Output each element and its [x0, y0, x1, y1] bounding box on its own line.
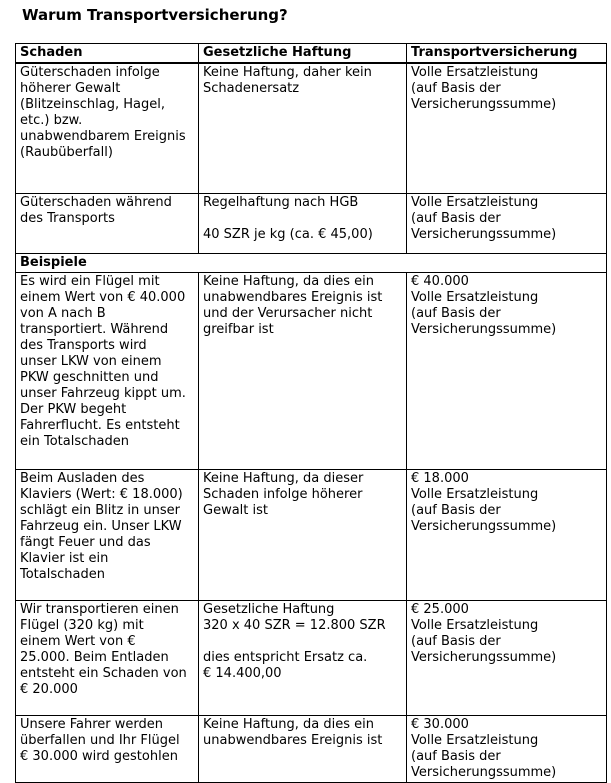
example-row [16, 469, 607, 600]
cell-text: (Blitzeinschlag, Hagel, [20, 97, 165, 112]
cell-text: Güterschaden infolge [20, 65, 160, 80]
cell-text: Versicherungssumme) [411, 649, 557, 665]
cell-transportversicherung [407, 193, 607, 253]
cell-text: Versicherungssumme) [411, 321, 557, 337]
cell-text: des Transports wird [20, 337, 147, 353]
table-row [16, 63, 607, 193]
cell-text: (Raubüberfall) [20, 145, 113, 160]
cell-text: höherer Gewalt [20, 81, 121, 96]
cell-text: Wir transportieren einen [20, 601, 179, 617]
cell-text: unser Fahrzeug kippt um. [20, 385, 186, 401]
cell-text: Gesetzliche Haftung [203, 601, 335, 617]
cell-text: fängt Feuer und das [20, 534, 151, 550]
comparison-table [15, 43, 607, 783]
cell-transportversicherung [407, 715, 607, 782]
section-row-beispiele [16, 253, 607, 272]
cell-text: Volle Ersatzleistung [411, 486, 539, 502]
cell-gesetzliche-haftung [199, 469, 407, 600]
table-body [16, 63, 607, 782]
cell-text: Keine Haftung, daher kein [203, 65, 372, 80]
cell-schaden [16, 63, 199, 193]
cell-text: Flügel (320 kg) mit [20, 617, 144, 633]
cell-text: unabwendbarem Ereignis [20, 129, 186, 144]
section-label: Beispiele [16, 253, 607, 272]
cell-transportversicherung [407, 469, 607, 600]
cell-schaden [16, 469, 199, 600]
cell-text: des Transports [20, 210, 115, 226]
cell-text: entsteht ein Schaden von [20, 665, 187, 681]
cell-text: € 30.000 wird gestohlen [20, 748, 178, 764]
cell-text: Unsere Fahrer werden [20, 716, 163, 732]
cell-text: Volle Ersatzleistung [411, 65, 539, 80]
cell-text: Güterschaden während [20, 194, 172, 210]
cell-text: € 18.000 [411, 470, 469, 486]
cell-text: Versicherungssumme) [411, 518, 557, 534]
cell-text: Klavier ist ein [20, 550, 109, 566]
cell-text: Klaviers (Wert: € 18.000) [20, 486, 183, 502]
cell-text: Volle Ersatzleistung [411, 194, 539, 210]
cell-text: 320 x 40 SZR = 12.800 SZR [203, 617, 386, 633]
cell-text: Totalschaden [20, 566, 105, 582]
cell-text: PKW geschnitten und [20, 369, 159, 385]
cell-text: Der PKW begeht [20, 401, 127, 417]
cell-text: 25.000. Beim Entladen [20, 649, 169, 665]
cell-text: greifbar ist [203, 321, 274, 337]
page-title: Warum Transportversicherung? [22, 6, 288, 24]
blank-line [203, 211, 402, 227]
cell-text: € 14.400,00 [203, 665, 282, 681]
cell-text: (auf Basis der [411, 748, 501, 764]
header-transportversicherung: Transportversicherung [407, 44, 607, 64]
cell-text: von A nach B [20, 305, 106, 321]
cell-text: Volle Ersatzleistung [411, 289, 539, 305]
cell-text: (auf Basis der [411, 502, 501, 518]
cell-text: ein Totalschaden [20, 433, 129, 449]
cell-text: € 40.000 [411, 273, 469, 289]
cell-text: Versicherungssumme) [411, 226, 557, 242]
cell-text: Regelhaftung nach HGB [203, 194, 359, 210]
cell-text: und der Verursacher nicht [203, 305, 373, 321]
cell-text: Versicherungssumme) [411, 97, 557, 112]
cell-text: etc.) bzw. [20, 113, 83, 128]
cell-transportversicherung [407, 63, 607, 193]
cell-schaden [16, 272, 199, 469]
cell-text: dies entspricht Ersatz ca. [203, 649, 368, 665]
cell-text: Schadenersatz [203, 81, 300, 96]
cell-text: (auf Basis der [411, 633, 501, 649]
cell-schaden [16, 193, 199, 253]
cell-text: transportiert. Während [20, 321, 169, 337]
example-row [16, 272, 607, 469]
cell-gesetzliche-haftung [199, 600, 407, 715]
cell-text: Fahrerflucht. Es entsteht [20, 417, 180, 433]
table-row [16, 193, 607, 253]
cell-text: Keine Haftung, da dies ein [203, 716, 375, 732]
cell-text: Versicherungssumme) [411, 764, 557, 780]
header-schaden: Schaden [16, 44, 199, 64]
cell-text: Keine Haftung, da dieser [203, 470, 364, 486]
cell-text: (auf Basis der [411, 81, 501, 96]
cell-text: Keine Haftung, da dies ein [203, 273, 375, 289]
cell-gesetzliche-haftung [199, 715, 407, 782]
cell-text: Schaden infolge höherer [203, 486, 363, 502]
cell-text: überfallen und Ihr Flügel [20, 732, 180, 748]
cell-text: unser LKW von einem [20, 353, 162, 369]
cell-text: schlägt ein Blitz in unser [20, 502, 180, 518]
cell-text: € 30.000 [411, 716, 469, 732]
cell-gesetzliche-haftung [199, 63, 407, 193]
header-gesetzliche-haftung: Gesetzliche Haftung [199, 44, 407, 64]
cell-text: € 20.000 [20, 681, 78, 697]
cell-text: 40 SZR je kg (ca. € 45,00) [203, 226, 373, 242]
cell-gesetzliche-haftung [199, 193, 407, 253]
cell-text: (auf Basis der [411, 305, 501, 321]
cell-text: einem Wert von € 40.000 [20, 289, 186, 305]
example-row [16, 600, 607, 715]
example-row [16, 715, 607, 782]
cell-transportversicherung [407, 600, 607, 715]
cell-text: einem Wert von € [20, 633, 136, 649]
cell-schaden [16, 715, 199, 782]
cell-text: Gewalt ist [203, 502, 268, 518]
cell-text: Volle Ersatzleistung [411, 732, 539, 748]
cell-transportversicherung [407, 272, 607, 469]
cell-text: unabwendbares Ereignis ist [203, 289, 383, 305]
blank-line [203, 634, 402, 650]
cell-text: Volle Ersatzleistung [411, 617, 539, 633]
cell-gesetzliche-haftung [199, 272, 407, 469]
cell-text: (auf Basis der [411, 210, 501, 226]
cell-text: unabwendbares Ereignis ist [203, 732, 383, 748]
table-header-row [16, 44, 607, 64]
cell-text: Beim Ausladen des [20, 470, 145, 486]
cell-schaden [16, 600, 199, 715]
cell-text: Fahrzeug ein. Unser LKW [20, 518, 182, 534]
cell-text: € 25.000 [411, 601, 469, 617]
cell-text: Es wird ein Flügel mit [20, 273, 160, 289]
